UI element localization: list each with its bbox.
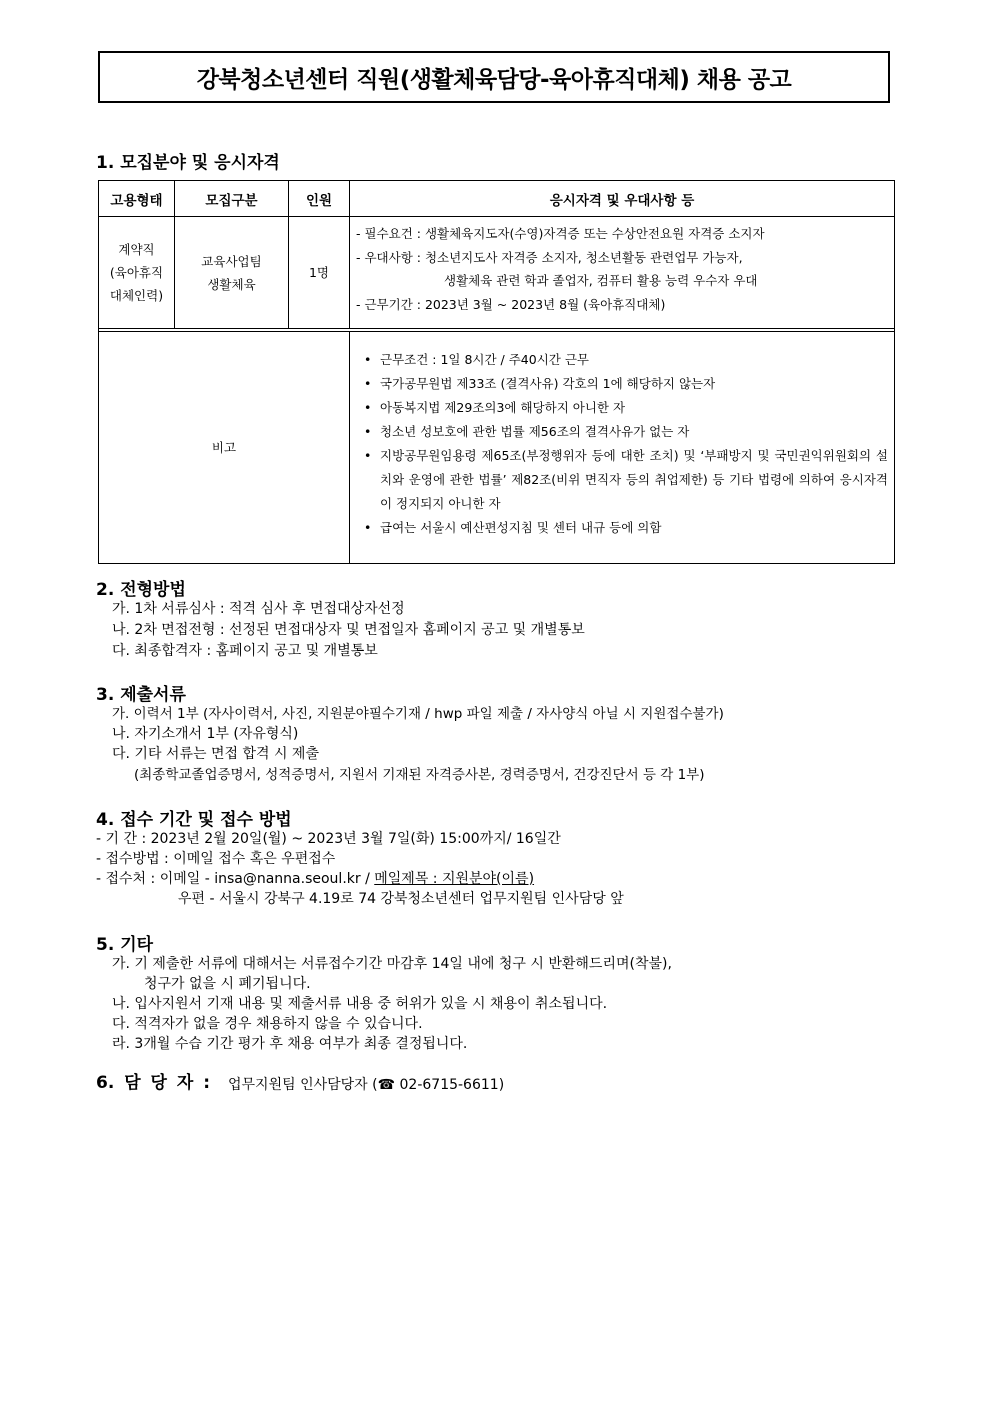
category-line: 생활체육 bbox=[207, 276, 256, 292]
email-address: - 접수처 : 이메일 - insa@nanna.seoul.kr / bbox=[96, 871, 375, 887]
section4-period: - 기 간 : 2023년 2월 20일(월) ~ 2023년 3월 7일(화) 15:00까지/ 16일간 bbox=[96, 831, 561, 847]
list-item: • 급여는 서울시 예산편성지침 및 센터 내규 등에 의함 bbox=[364, 516, 888, 540]
bullet-icon: • bbox=[364, 520, 372, 535]
employment-type-cell bbox=[99, 217, 175, 329]
phone-icon: ☎ bbox=[377, 1077, 396, 1093]
section5-item: 청구가 없을 시 폐기됩니다. bbox=[144, 976, 311, 992]
section3-item: 나. 자기소개서 1부 (자유형식) bbox=[112, 726, 299, 742]
employment-type-line: (육아휴직 bbox=[109, 265, 164, 280]
section6-heading: 6. 담 당 자 : bbox=[96, 1073, 211, 1093]
bullet-icon: • bbox=[364, 352, 372, 367]
section2-item: 다. 최종합격자 : 홈페이지 공고 및 개별통보 bbox=[112, 643, 378, 659]
list-item: • 국가공무원법 제33조 (결격사유) 각호의 1에 해당하지 않는자 bbox=[364, 372, 888, 396]
section5-heading: 5. 기타 bbox=[96, 935, 154, 955]
table-row bbox=[99, 217, 895, 329]
list-item: • 청소년 성보호에 관한 법률 제56조의 결격사유가 없는 자 bbox=[364, 420, 888, 444]
section4-method: - 접수방법 : 이메일 접수 혹은 우편접수 bbox=[96, 851, 336, 867]
notes-list bbox=[364, 348, 888, 540]
section2-heading: 2. 전형방법 bbox=[96, 580, 186, 600]
bullet-icon: • bbox=[364, 376, 372, 391]
list-item: • 근무조건 : 1일 8시간 / 주40시간 근무 bbox=[364, 348, 888, 372]
section2-item: 가. 1차 서류심사 : 적격 심사 후 면접대상자선정 bbox=[112, 601, 405, 617]
page-title: 강북청소년센터 직원(생활체육담당-육아휴직대체) 채용 공고 bbox=[196, 66, 792, 93]
list-item: • 아동복지법 제29조의3에 해당하지 아니한 자 bbox=[364, 396, 888, 420]
section5-item: 다. 적격자가 없을 경우 채용하지 않을 수 있습니다. bbox=[112, 1016, 423, 1032]
contact-phone: 02-6715-6611) bbox=[395, 1077, 505, 1093]
bullet-icon: • bbox=[364, 424, 372, 439]
contact-name: 업무지원팀 인사담당자 ( bbox=[228, 1077, 378, 1093]
section5-item: 가. 기 제출한 서류에 대해서는 서류접수기간 마감후 14일 내에 청구 시 반환해드리며(착불), bbox=[112, 956, 672, 972]
section3-item: 가. 이력서 1부 (자사이력서, 사진, 지원분야필수기재 / hwp 파일 제출 / 자사양식 아닐 시 지원접수불가) bbox=[112, 706, 724, 722]
section3-item: (최종학교졸업증명서, 성적증명서, 지원서 기재된 자격증사본, 경력증명서, 건강진단서 등 각 1부) bbox=[134, 767, 705, 783]
notes-label: 비고 bbox=[99, 332, 350, 564]
section1-heading: 1. 모집분야 및 응시자격 bbox=[96, 153, 280, 173]
bullet-icon: • bbox=[364, 448, 372, 463]
section4-heading: 4. 접수 기간 및 접수 방법 bbox=[96, 810, 292, 830]
section3-heading: 3. 제출서류 bbox=[96, 685, 186, 705]
category-line: 교육사업팀 bbox=[201, 253, 262, 269]
bullet-icon: • bbox=[364, 400, 372, 415]
condition-period: - 근무기간 : 2023년 3월 ~ 2023년 8월 (육아휴직대체) bbox=[356, 296, 666, 312]
section3-item: 다. 기타 서류는 면접 합격 시 제출 bbox=[112, 746, 319, 762]
recruit-table bbox=[98, 180, 895, 564]
email-subject: 메일제목 : 지원분야(이름) bbox=[374, 871, 535, 887]
header-count: 인원 bbox=[289, 181, 350, 217]
count-cell: 1명 bbox=[289, 217, 350, 329]
list-item: • 지방공무원임용령 제65조(부정행위자 등에 대한 조치) 및 ‘부패방지 및 국민권익위원회의 설치와 운영에 관한 법률’ 제82조(비위 면직자 등의 취업제한) 등 기타 법령에 의하여 응시자격이 정지되지 아니한 자 bbox=[364, 444, 888, 516]
header-employment-type: 고용형태 bbox=[99, 181, 175, 217]
notes-cell bbox=[350, 332, 895, 564]
condition-preferred-cont: 생활체육 관련 학과 졸업자, 컴퓨터 활용 능력 우수자 우대 bbox=[444, 273, 758, 288]
category-cell bbox=[175, 217, 289, 329]
condition-preferred: - 우대사항 : 청소년지도사 자격증 소지자, 청소년활동 관련업무 가능자, bbox=[356, 249, 743, 265]
header-qualifications: 응시자격 및 우대사항 등 bbox=[350, 181, 895, 217]
section4-email bbox=[96, 869, 534, 890]
table-notes-row bbox=[99, 332, 895, 564]
section4-post: 우편 - 서울시 강북구 4.19로 74 강북청소년센터 업무지원팀 인사담당 앞 bbox=[178, 891, 624, 907]
condition-required: - 필수요건 : 생활체육지도자(수영)자격증 또는 수상안전요원 자격증 소지자 bbox=[356, 226, 765, 241]
section5-item: 나. 입사지원서 기재 내용 및 제출서류 내용 중 허위가 있을 시 채용이 취소됩니다. bbox=[112, 996, 608, 1012]
section2-item: 나. 2차 면접전형 : 선정된 면접대상자 및 면접일자 홈페이지 공고 및 개별통보 bbox=[112, 622, 585, 638]
table-header-row bbox=[99, 181, 895, 217]
contact-info bbox=[228, 1075, 504, 1096]
conditions-cell bbox=[350, 217, 895, 329]
title-box bbox=[98, 51, 890, 103]
employment-type-line: 계약직 bbox=[118, 242, 155, 257]
header-category: 모집구분 bbox=[175, 181, 289, 217]
section5-item: 라. 3개월 수습 기간 평가 후 채용 여부가 최종 결정됩니다. bbox=[112, 1036, 468, 1052]
employment-type-line: 대체인력) bbox=[109, 288, 164, 303]
